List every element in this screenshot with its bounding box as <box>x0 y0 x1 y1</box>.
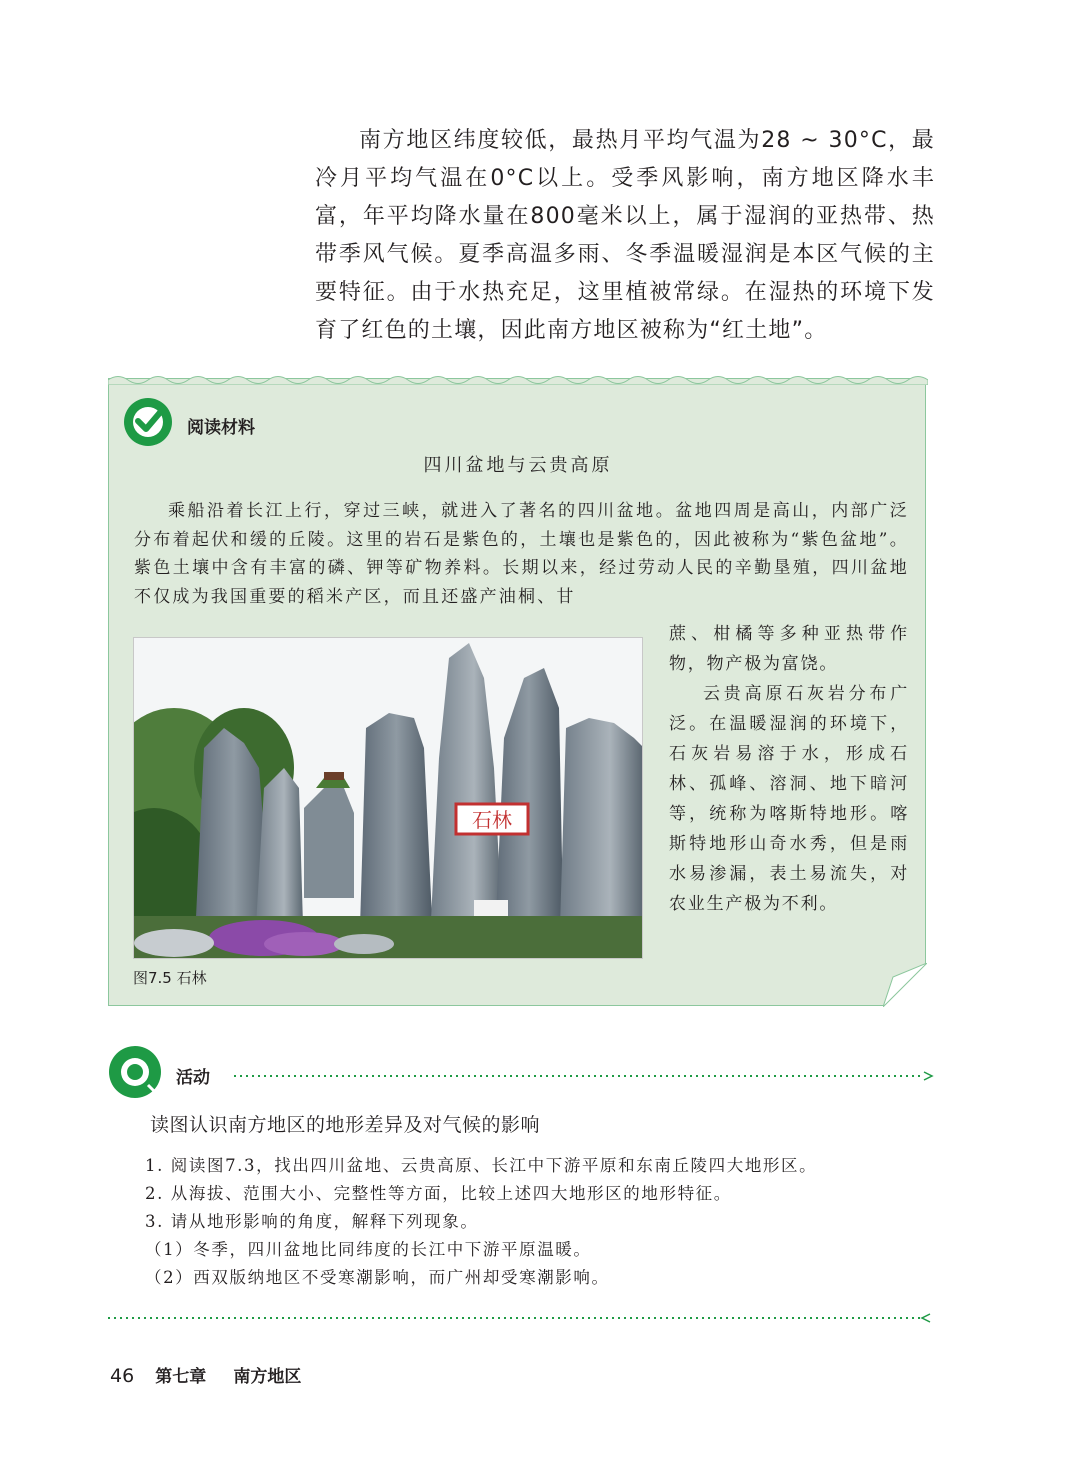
activity-item: （2）西双版纳地区不受寒潮影响，而广州却受寒潮影响。 <box>145 1268 610 1287</box>
intro-paragraph: 南方地区纬度较低，最热月平均气温为28 ~ 30°C，最冷月平均气温在0°C以上。受季风影响，南方地区降水丰富，年平均降水量在800毫米以上，属于湿润的亚热带、热带季风气候。夏季高温多雨、冬季温暖湿润是本区气候的主要特征。由于水热充足，这里植被常绿。在湿热的环境下发育了红色的土壤，因此南方地区被称为“红土地”。 <box>315 128 935 343</box>
reading-material-box <box>108 378 926 1006</box>
chapter-label: 第七章 <box>155 1367 207 1387</box>
activity-title: 读图认识南方地区的地形差异及对气候的影响 <box>150 1114 541 1136</box>
activity-list <box>145 1152 935 1292</box>
wavy-edge <box>108 371 928 385</box>
activity-item: 1. 阅读图7.3，找出四川盆地、云贵高原、长江中下游平原和东南丘陵四大地形区。 <box>145 1156 818 1175</box>
page-number: 46 <box>110 1365 135 1387</box>
activity-bottom-dotted-line <box>108 1312 934 1324</box>
photo-caption: 图7.5 石林 <box>133 969 207 987</box>
page-footer <box>110 1362 301 1387</box>
stone-forest-illustration <box>134 638 643 959</box>
stone-forest-photo <box>133 637 643 959</box>
reading-paragraph-1: 乘船沿着长江上行，穿过三峡，就进入了著名的四川盆地。盆地四周是高山，内部广泛分布着起伏和缓的丘陵。这里的岩石是紫色的，土壤也是紫色的，因此被称为“紫色盆地”。紫色土壤中含有丰富的磷、钾等矿物养料。长期以来，经过劳动人民的辛勤垦殖，四川盆地不仅成为我国重要的稻米产区，而且还盛产油桐、甘 <box>134 501 909 607</box>
reading-paragraph-1-continued: 蔗、柑橘等多种亚热带作物，物产极为富饶。 <box>669 624 909 674</box>
activity-item: （1）冬季，四川盆地比同纬度的长江中下游平原温暖。 <box>145 1240 592 1259</box>
activity-label: 活动 <box>176 1068 210 1088</box>
activity-dotted-line <box>234 1071 934 1081</box>
reading-side-text <box>669 619 909 919</box>
reading-checkmark-icon <box>123 397 173 447</box>
activity-item: 3. 请从地形影响的角度，解释下列现象。 <box>145 1212 479 1231</box>
activity-header <box>108 1045 934 1101</box>
reading-title: 四川盆地与云贵高原 <box>423 455 613 476</box>
chapter-title: 南方地区 <box>233 1367 302 1387</box>
activity-icon <box>108 1045 162 1099</box>
activity-item: 2. 从海拔、范围大小、完整性等方面，比较上述四大地形区的地形特征。 <box>145 1184 732 1203</box>
reading-paragraph-2: 云贵高原石灰岩分布广泛。在温暖湿润的环境下，石灰岩易溶于水，形成石林、孤峰、溶洞、地下暗河等，统称为喀斯特地形。喀斯特地形山奇水秀，但是雨水易渗漏，表土易流失，对农业生产极为不利。 <box>669 684 909 914</box>
reading-body <box>134 497 909 611</box>
intro-text <box>315 122 935 350</box>
reading-label: 阅读材料 <box>187 418 255 438</box>
photo-sign-text: 石林 <box>472 808 512 832</box>
page-fold-corner <box>883 963 927 1007</box>
